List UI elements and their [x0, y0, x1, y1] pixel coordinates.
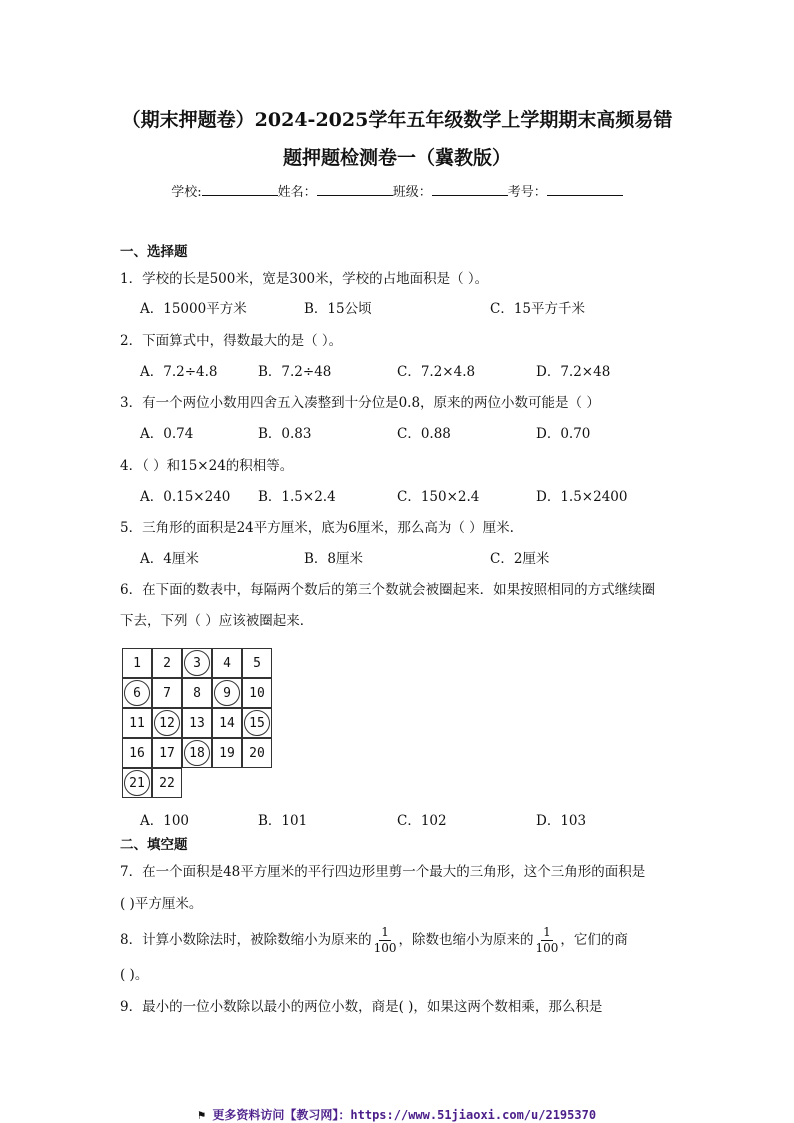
- table-cell: [152, 648, 182, 678]
- table-cell: [212, 678, 242, 708]
- q8-text-a: 8．计算小数除法时，被除数缩小为原来的: [120, 932, 372, 948]
- name-label: 姓名：: [277, 185, 317, 200]
- cell-number: 20: [249, 746, 265, 761]
- q2-option-d: D．7.2×48: [536, 364, 611, 380]
- question-7-line-2: ( )平方厘米。: [120, 896, 203, 912]
- table-cell: [212, 708, 242, 738]
- q2-option-a: A．7.2÷4.8: [140, 364, 218, 380]
- q4-option-a: A．0.15×240: [140, 489, 231, 505]
- denominator: 100: [535, 941, 559, 955]
- table-cell: [122, 648, 152, 678]
- table-cell: [182, 708, 212, 738]
- cell-number: 16: [129, 746, 145, 761]
- q3-option-a: A．0.74: [140, 426, 194, 442]
- table-cell: [122, 678, 152, 708]
- q3-option-c: C．0.88: [397, 426, 451, 442]
- cell-number: 12: [159, 716, 175, 731]
- footer-link[interactable]: 更多资料访问【教习网】：https://www.51jiaoxi.com/u/2195370: [212, 1108, 597, 1122]
- name-blank: [317, 181, 393, 196]
- question-5: 5．三角形的面积是24平方厘米，底为6厘米，那么高为（ ）厘米.: [120, 520, 514, 536]
- q6-option-c: C．102: [397, 813, 447, 829]
- cell-number: 7: [163, 686, 171, 701]
- q3-option-d: D．0.70: [536, 426, 591, 442]
- table-cell: [152, 768, 182, 798]
- cell-number: 3: [193, 656, 201, 671]
- table-cell: [122, 768, 152, 798]
- section-choice: 一、选择题: [120, 244, 188, 260]
- cell-number: 19: [219, 746, 235, 761]
- cell-number: 18: [189, 746, 205, 761]
- q1-option-c: C．15平方千米: [490, 301, 586, 317]
- table-cell: [152, 678, 182, 708]
- question-9: 9．最小的一位小数除以最小的两位小数，商是( )，如果这两个数相乘，那么积是: [120, 999, 603, 1015]
- table-cell: [212, 648, 242, 678]
- q8-text-c: ，它们的商: [560, 932, 628, 948]
- numerator: 1: [381, 925, 389, 939]
- question-8: [120, 925, 628, 956]
- table-cell: [152, 708, 182, 738]
- question-7-line-1: 7．在一个面积是48平方厘米的平行四边形里剪一个最大的三角形，这个三角形的面积是: [120, 864, 646, 880]
- student-info: [0, 181, 794, 200]
- question-1: 1．学校的长是500米，宽是300米，学校的占地面积是（ ）。: [120, 271, 489, 287]
- cell-number: 4: [223, 656, 231, 671]
- table-cell: [182, 678, 212, 708]
- fraction: [536, 925, 559, 956]
- table-cell: [242, 708, 272, 738]
- denominator: 100: [373, 941, 397, 955]
- cell-number: 21: [129, 776, 145, 791]
- question-6-line-1: 6．在下面的数表中，每隔两个数后的第三个数就会被圈起来．如果按照相同的方式继续圈: [120, 582, 656, 598]
- question-8-line-2: ( )。: [120, 967, 149, 983]
- q3-option-b: B．0.83: [258, 426, 312, 442]
- cell-number: 5: [253, 656, 261, 671]
- section-fill: 二、填空题: [120, 837, 188, 853]
- question-2: 2．下面算式中，得数最大的是（ ）。: [120, 333, 343, 349]
- number-blank: [547, 181, 623, 196]
- question-4: 4．（ ）和15×24的积相等。: [120, 458, 294, 474]
- cell-number: 10: [249, 686, 265, 701]
- table-cell: [242, 738, 272, 768]
- table-cell: [242, 648, 272, 678]
- q8-text-b: ，除数也缩小为原来的: [398, 932, 534, 948]
- school-blank: [202, 181, 278, 196]
- cell-number: 11: [129, 716, 145, 731]
- table-cell: [242, 678, 272, 708]
- q5-option-c: C．2厘米: [490, 551, 550, 567]
- cell-number: 17: [159, 746, 175, 761]
- number-label: 考号：: [507, 185, 547, 200]
- table-cell: [182, 648, 212, 678]
- q1-option-b: B．15公顷: [304, 301, 372, 317]
- q6-option-b: B．101: [258, 813, 308, 829]
- q5-option-b: B．8厘米: [304, 551, 364, 567]
- q2-option-b: B．7.2÷48: [258, 364, 332, 380]
- q5-option-a: A．4厘米: [140, 551, 199, 567]
- cell-number: 15: [249, 716, 265, 731]
- question-3: 3．有一个两位小数用四舍五入凑整到十分位是0.8，原来的两位小数可能是（ ）: [120, 395, 600, 411]
- cell-number: 13: [189, 716, 205, 731]
- table-cell: [152, 738, 182, 768]
- class-label: 班级：: [392, 185, 432, 200]
- title-line-2: 题押题检测卷一（冀教版）: [282, 147, 511, 169]
- class-blank: [432, 181, 508, 196]
- cell-number: 2: [163, 656, 171, 671]
- question-6-line-2: 下去，下列（ ）应该被圈起来．: [120, 613, 314, 629]
- q4-option-b: B．1.5×2.4: [258, 489, 336, 505]
- table-cell: [122, 738, 152, 768]
- numerator: 1: [543, 925, 551, 939]
- fraction: [374, 925, 397, 956]
- cell-number: 22: [159, 776, 175, 791]
- cell-number: 6: [133, 686, 141, 701]
- table-cell: [122, 708, 152, 738]
- q1-option-a: A．15000平方米: [140, 301, 247, 317]
- cell-number: 1: [133, 656, 141, 671]
- title-line-1: （期末押题卷）2024-2025学年五年级数学上学期期末高频易错: [121, 109, 673, 131]
- flag-icon: ⚑: [197, 1108, 206, 1122]
- q2-option-c: C．7.2×4.8: [397, 364, 476, 380]
- table-cell: [212, 738, 242, 768]
- q4-option-d: D．1.5×2400: [536, 489, 628, 505]
- table-cell: [182, 738, 212, 768]
- q6-option-a: A．100: [140, 813, 190, 829]
- cell-number: 9: [223, 686, 231, 701]
- footer: [0, 1106, 794, 1123]
- q4-option-c: C．150×2.4: [397, 489, 480, 505]
- cell-number: 8: [193, 686, 201, 701]
- q6-option-d: D．103: [536, 813, 587, 829]
- cell-number: 14: [219, 716, 235, 731]
- school-label: 学校:: [171, 185, 202, 200]
